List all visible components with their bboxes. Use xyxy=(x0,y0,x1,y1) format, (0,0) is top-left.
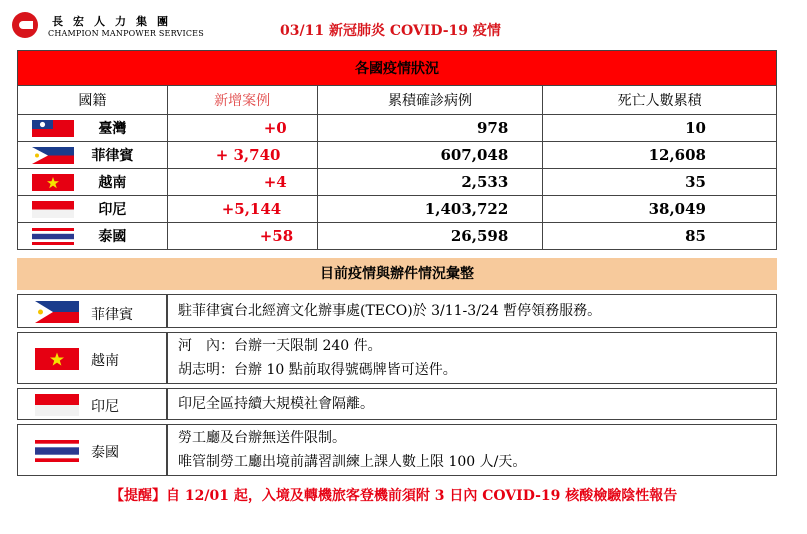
indonesia-flag-icon xyxy=(32,201,74,218)
deaths-value: 12,608 xyxy=(543,142,777,169)
indonesia-flag-icon xyxy=(35,394,79,416)
summary-note-line: 駐菲律賓台北經濟文化辦事處(TECO)於 3/11-3/24 暫停領務服務。 xyxy=(178,303,602,319)
summary-table xyxy=(17,290,777,480)
summary-row xyxy=(17,424,777,476)
new-cases-value: +0 xyxy=(263,119,287,137)
summary-country-name: 菲律賓 xyxy=(91,307,133,323)
company-logo xyxy=(12,10,242,40)
page-title: 03/11 新冠肺炎 COVID-19 疫情 xyxy=(280,23,501,39)
philippines-flag-icon xyxy=(32,147,74,164)
summary-heading: 目前疫情與辦件情況彙整 xyxy=(17,258,777,290)
table-row xyxy=(18,196,777,223)
summary-note-line: 胡志明：台辦 10 點前取得號碼牌皆可送件。 xyxy=(178,362,457,378)
summary-row xyxy=(17,332,777,384)
deaths-value: 38,049 xyxy=(543,196,777,223)
footer-reminder: 【提醒】自 12/01 起，入境及轉機旅客登機前須附 3 日內 COVID-19 核酸檢驗陰性報告 xyxy=(110,488,678,504)
deaths-value: 85 xyxy=(543,223,777,250)
thailand-flag-icon xyxy=(35,440,79,462)
country-name: 越南 xyxy=(98,175,127,191)
taiwan-flag-icon xyxy=(32,120,74,137)
country-name: 泰國 xyxy=(98,229,127,245)
total-cases-value: 607,048 xyxy=(317,142,543,169)
table-row xyxy=(18,142,777,169)
summary-note-line: 河 內：台辦一天限制 240 件。 xyxy=(178,338,382,354)
column-header-country: 國籍 xyxy=(18,86,168,115)
total-cases-value: 2,533 xyxy=(317,169,543,196)
logo-chinese-name: 長宏人力集團 xyxy=(52,15,178,28)
deaths-value: 35 xyxy=(543,169,777,196)
new-cases-value: +5,144 xyxy=(221,200,282,218)
deaths-value: 10 xyxy=(543,115,777,142)
total-cases-value: 1,403,722 xyxy=(317,196,543,223)
column-header-deaths: 死亡人數累積 xyxy=(543,86,777,115)
summary-country-name: 泰國 xyxy=(91,445,119,461)
table-row xyxy=(18,115,777,142)
thailand-flag-icon xyxy=(32,228,74,245)
total-cases-value: 978 xyxy=(317,115,543,142)
column-header-total-cases: 累積確診病例 xyxy=(317,86,543,115)
country-name: 菲律賓 xyxy=(91,148,134,164)
column-header-new-cases: 新增案例 xyxy=(167,86,317,115)
covid-status-table xyxy=(17,50,777,250)
philippines-flag-icon xyxy=(35,301,79,323)
new-cases-value: +58 xyxy=(259,227,294,245)
new-cases-value: +4 xyxy=(263,173,287,191)
country-name: 印尼 xyxy=(98,202,127,218)
country-name: 臺灣 xyxy=(98,121,127,137)
summary-country-name: 印尼 xyxy=(91,399,119,415)
logo-english-name: CHAMPION MANPOWER SERVICES xyxy=(48,29,204,38)
vietnam-flag-icon xyxy=(32,174,74,191)
status-table-header-row xyxy=(18,86,777,115)
summary-note-line: 勞工廳及台辦無送件限制。 xyxy=(178,430,346,446)
total-cases-value: 26,598 xyxy=(317,223,543,250)
logo-mark-icon xyxy=(12,12,38,38)
summary-note-line: 唯管制勞工廳出境前講習訓練上課人數上限 100 人/天。 xyxy=(178,454,527,470)
new-cases-value: + 3,740 xyxy=(215,146,281,164)
summary-country-name: 越南 xyxy=(91,353,119,369)
summary-note-line: 印尼全區持續大規模社會隔離。 xyxy=(178,396,374,412)
table-row xyxy=(18,169,777,196)
table-row xyxy=(18,223,777,250)
status-table-heading: 各國疫情狀況 xyxy=(18,51,777,86)
summary-row xyxy=(17,294,777,328)
vietnam-flag-icon xyxy=(35,348,79,370)
summary-row xyxy=(17,388,777,420)
